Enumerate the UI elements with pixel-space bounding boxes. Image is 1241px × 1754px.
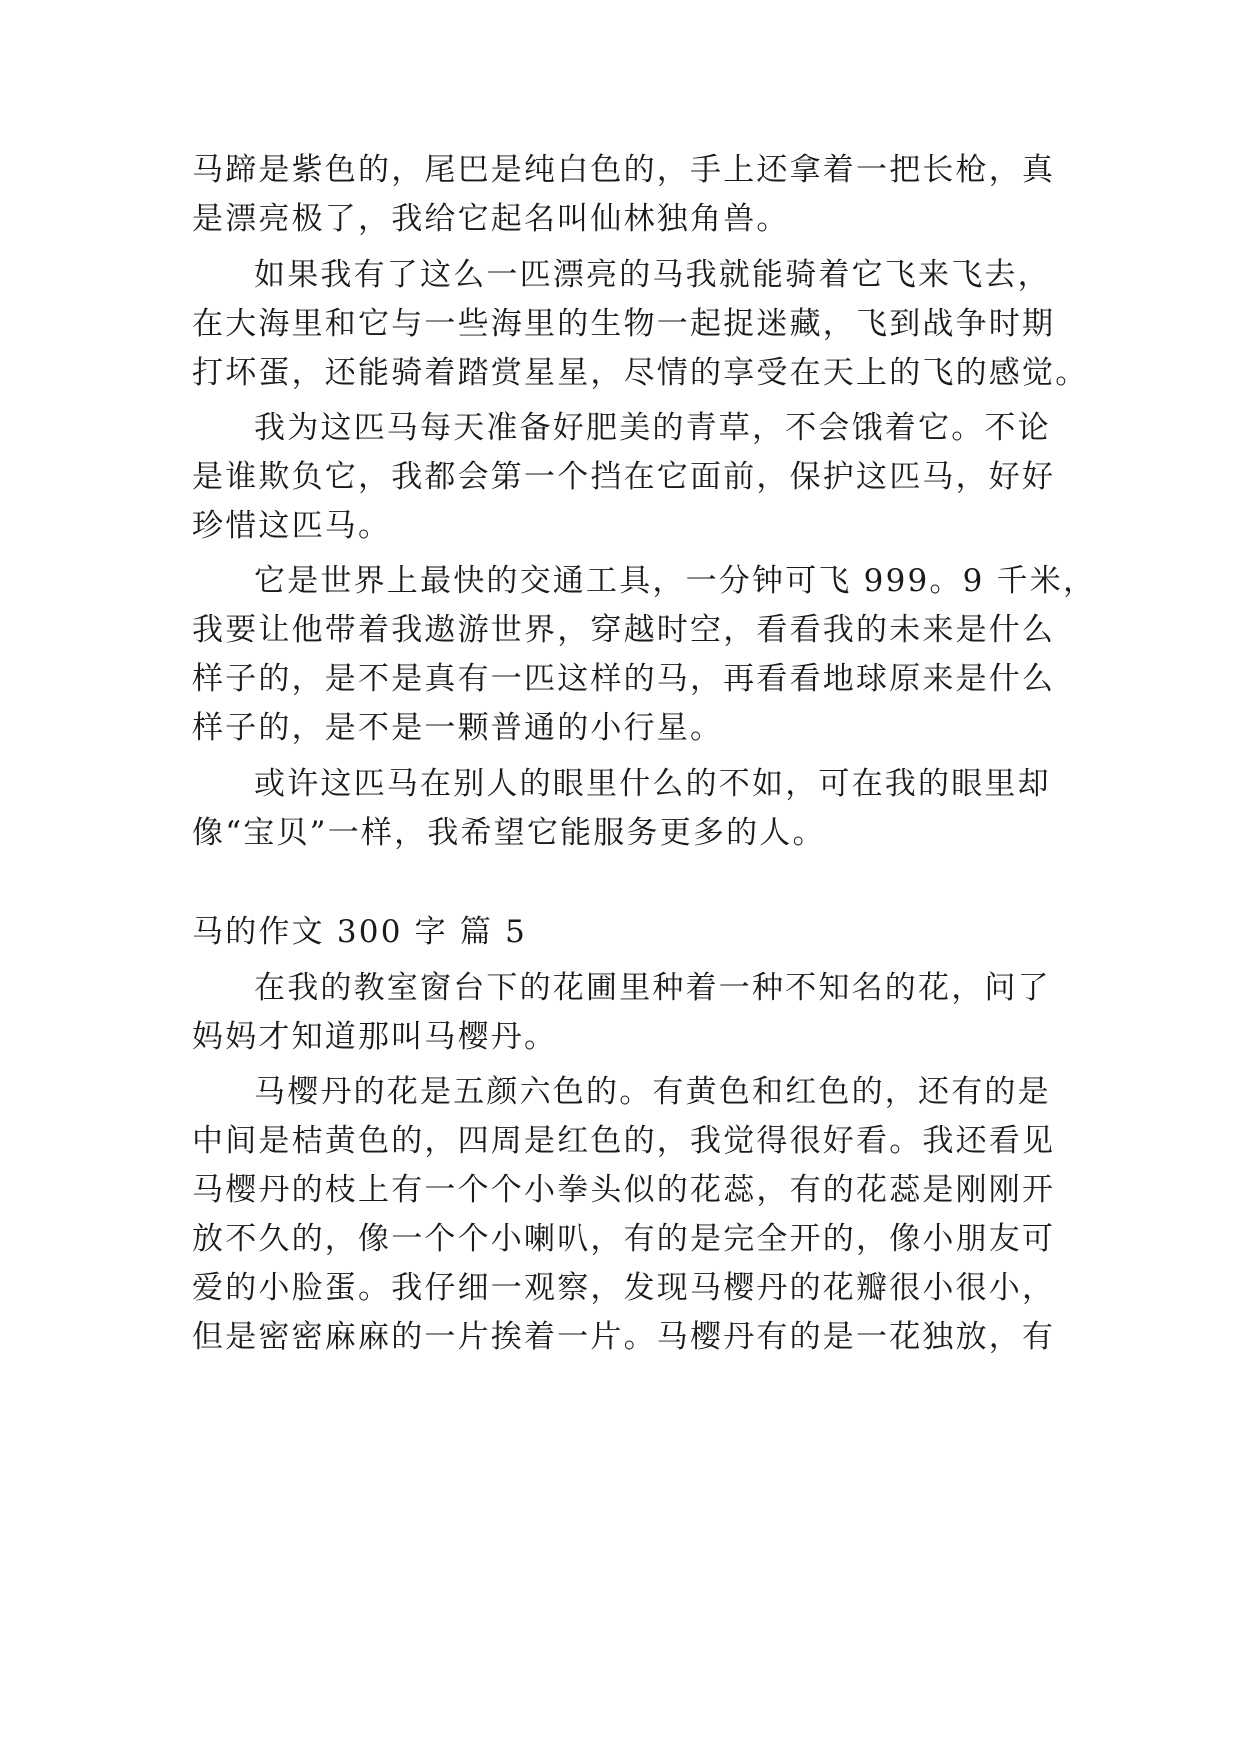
- text-line: 放不久的，像一个个小喇叭，有的是完全开的，像小朋友可: [192, 1221, 1056, 1257]
- text-line: 马樱丹的枝上有一个个小拳头似的花蕊，有的花蕊是刚刚开: [192, 1172, 1056, 1208]
- text-line: 是漂亮极了，我给它起名叫仙林独角兽。: [192, 201, 790, 237]
- text-line: 样子的，是不是一颗普通的小行星。: [192, 710, 724, 746]
- text-line: 像“宝贝”一样，我希望它能服务更多的人。: [192, 815, 826, 851]
- section-heading: 马的作文 300 字 篇 5: [192, 914, 528, 950]
- text-line: 中间是桔黄色的，四周是红色的，我觉得很好看。我还看见: [192, 1123, 1056, 1159]
- text-line: 打坏蛋，还能骑着踏赏星星，尽情的享受在天上的飞的感觉。: [192, 355, 1089, 391]
- text-line: 马蹄是紫色的，尾巴是纯白色的，手上还拿着一把长枪，真: [192, 152, 1056, 188]
- text-line: 样子的，是不是真有一匹这样的马，再看看地球原来是什么: [192, 661, 1056, 697]
- text-line: 但是密密麻麻的一片挨着一片。马樱丹有的是一花独放，有: [192, 1319, 1056, 1355]
- text-line: 珍惜这匹马。: [192, 508, 392, 544]
- text-line: 如果我有了这么一匹漂亮的马我就能骑着它飞来飞去，: [254, 257, 1051, 293]
- text-line: 我要让他带着我遨游世界，穿越时空，看看我的未来是什么: [192, 612, 1056, 648]
- text-line: 在我的教室窗台下的花圃里种着一种不知名的花，问了: [254, 970, 1051, 1006]
- text-line: 或许这匹马在别人的眼里什么的不如，可在我的眼里却: [254, 766, 1051, 802]
- text-line: 它是世界上最快的交通工具，一分钟可飞 999。9 千米，: [254, 563, 1097, 599]
- text-line: 在大海里和它与一些海里的生物一起捉迷藏，飞到战争时期: [192, 306, 1056, 342]
- text-line: 爱的小脸蛋。我仔细一观察，发现马樱丹的花瓣很小很小，: [192, 1270, 1056, 1306]
- text-line: 我为这匹马每天准备好肥美的青草，不会饿着它。不论: [254, 410, 1051, 446]
- text-line: 是谁欺负它，我都会第一个挡在它面前，保护这匹马，好好: [192, 459, 1056, 495]
- text-line: 马樱丹的花是五颜六色的。有黄色和红色的，还有的是: [254, 1074, 1051, 1110]
- text-line: 妈妈才知道那叫马樱丹。: [192, 1019, 558, 1055]
